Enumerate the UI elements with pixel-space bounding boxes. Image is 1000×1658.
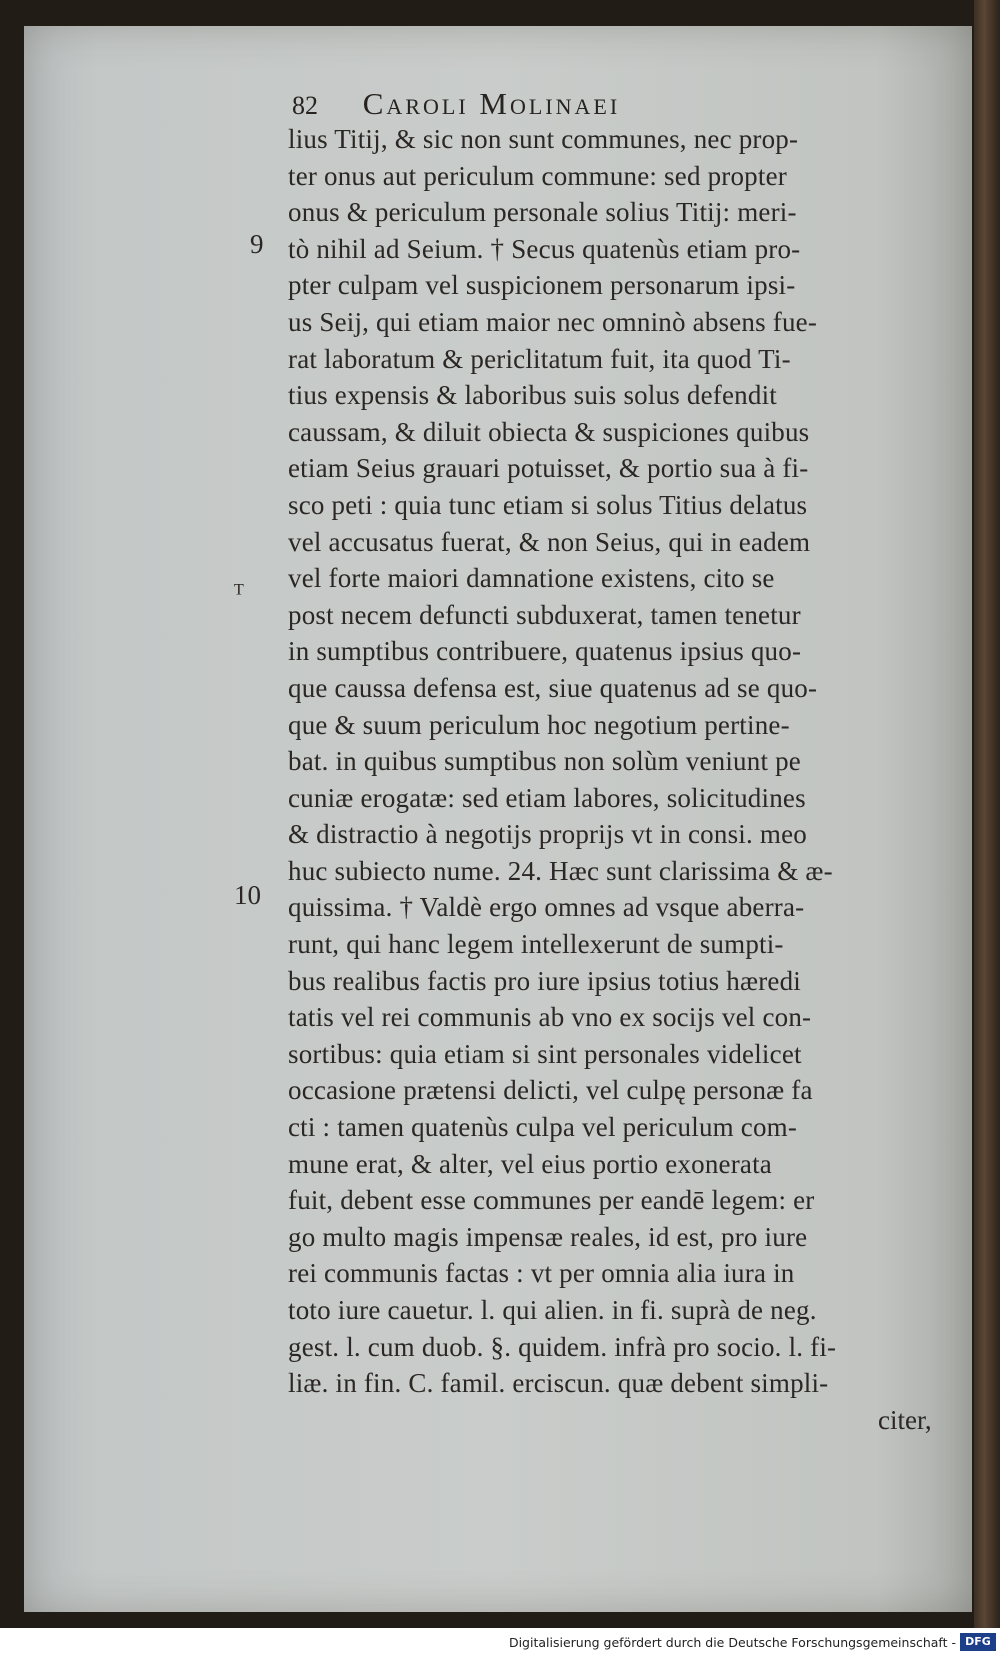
- text-line: huc subiecto nume. 24. Hæc sunt clarissima & æ-: [288, 855, 833, 886]
- margin-note-9: 9: [250, 229, 264, 259]
- text-line: tatis vel rei communis ab vno ex socijs vel con-: [288, 1002, 812, 1033]
- text-line: bus realibus factis pro iure ipsius totius hæredi: [288, 965, 801, 996]
- text-line: vel forte maiori damnatione existens, cito se: [288, 563, 775, 594]
- body-text: [288, 121, 970, 1402]
- text-line: que caussa defensa est, siue quatenus ad se quo-: [288, 672, 818, 703]
- page-number: 82: [292, 91, 318, 120]
- running-title: Caroli Molinaei: [362, 86, 621, 121]
- text-line: rei communis factas : vt per omnia alia iura in: [288, 1258, 795, 1289]
- text-line: ter onus aut periculum commune: sed propter: [288, 160, 787, 191]
- text-line: runt, qui hanc legem intellexerunt de sumpti-: [288, 929, 784, 960]
- text-line: fuit, debent esse communes per eandē legem: er: [288, 1185, 815, 1216]
- text-line: occasione prætensi delicti, vel culpę personæ fa: [288, 1075, 813, 1106]
- text-line: & distractio à negotijs proprijs vt in consi. meo: [288, 819, 807, 850]
- text-line: tò nihil ad Seium. † Secus quatenùs etiam pro-: [288, 233, 801, 264]
- text-line: etiam Seius grauari potuisset, & portio sua à fi-: [288, 453, 809, 484]
- text-line: toto iure cauetur. l. qui alien. in fi. suprà de neg.: [288, 1295, 817, 1325]
- text-line: gest. l. cum duob. §. quidem. infrà pro socio. l. fi-: [288, 1331, 837, 1362]
- text-line: lius Titij, & sic non sunt communes, nec prop-: [288, 124, 799, 154]
- text-line: cti : tamen quatenùs culpa vel periculum com-: [288, 1112, 798, 1143]
- text-line: caussam, & diluit obiecta & suspiciones quibus: [288, 416, 810, 447]
- text-line: post necem defuncti subduxerat, tamen tenetur: [288, 599, 801, 630]
- footer-bar: [0, 1628, 1000, 1658]
- text-line: rat laboratum & periclitatum fuit, ita quod Ti-: [288, 343, 791, 374]
- margin-note-10: 10: [234, 880, 261, 910]
- text-line: quissima. † Valdè ergo omnes ad vsque aberra-: [288, 892, 805, 923]
- text-line: onus & periculum personale solius Titij: meri-: [288, 197, 797, 228]
- running-head: [292, 86, 852, 126]
- text-line: us Seij, qui etiam maior nec omninò absens fue-: [288, 306, 818, 337]
- margin-note-mark: ᵀ: [234, 578, 244, 608]
- text-line: go multo magis impensæ reales, id est, pro iure: [288, 1221, 808, 1252]
- footer-credit: Digitalisierung gefördert durch die Deutsche Forschungsgemeinschaft -: [508, 1635, 956, 1650]
- page-edge: [974, 0, 1000, 1628]
- text-line: cuniæ erogatæ: sed etiam labores, solicitudines: [288, 782, 806, 813]
- text-line: que & suum periculum hoc negotium pertine-: [288, 709, 790, 740]
- text-line: in sumptibus contribuere, quatenus ipsius quo-: [288, 636, 802, 667]
- catchword: citer,: [878, 1405, 932, 1435]
- text-line: vel accusatus fuerat, & non Seius, qui in eadem: [288, 526, 811, 557]
- text-line: sortibus: quia etiam si sint personales videlicet: [288, 1038, 802, 1069]
- dfg-logo-icon: DFG: [960, 1633, 996, 1651]
- text-line: sco peti : quia tunc etiam si solus Titius delatus: [288, 489, 808, 520]
- text-line: liæ. in fin. C. famil. erciscun. quæ debent simpli-: [288, 1368, 829, 1399]
- text-line: mune erat, & alter, vel eius portio exonerata: [288, 1148, 772, 1179]
- text-line: pter culpam vel suspicionem personarum ipsi-: [288, 270, 796, 301]
- text-line: bat. in quibus sumptibus non solùm veniunt pe: [288, 746, 801, 777]
- text-line: tius expensis & laboribus suis solus defendit: [288, 380, 777, 411]
